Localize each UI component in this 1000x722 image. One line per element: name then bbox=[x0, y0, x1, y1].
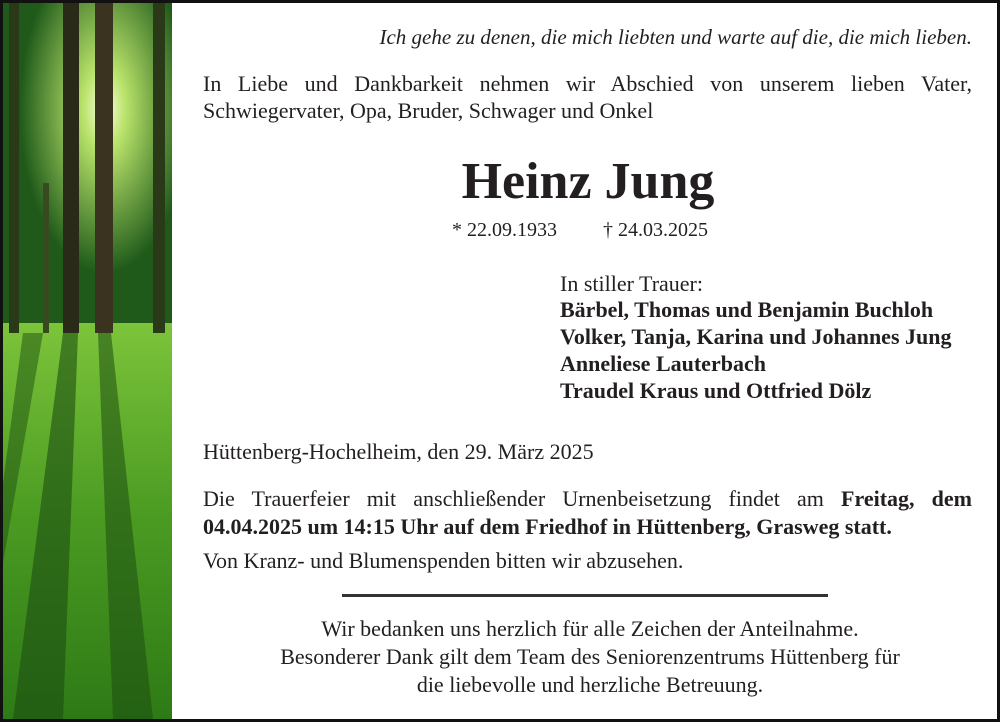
thanks-line: Besonderer Dank gilt dem Team des Seniorenzentrums Hüttenberg für bbox=[280, 644, 900, 669]
service-line-1 bbox=[203, 486, 972, 512]
motto: Ich gehe zu denen, die mich liebten und warte auf die, die mich lieben. bbox=[379, 25, 972, 49]
deceased-name: Heinz Jung bbox=[461, 153, 715, 210]
mourner-line: Anneliese Lauterbach bbox=[560, 351, 766, 376]
service-day: Freitag, dem bbox=[841, 486, 972, 511]
thanks-line: die liebevolle und herzliche Betreuung. bbox=[416, 672, 764, 697]
mourner-line: Bärbel, Thomas und Benjamin Buchloh bbox=[560, 297, 934, 322]
service-line-2: 04.04.2025 um 14:15 Uhr auf dem Friedhof in Hüttenberg, Grasweg statt. bbox=[203, 514, 892, 539]
intro-line-1: In Liebe und Dankbarkeit nehmen wir Abschied von unserem lieben Vater, bbox=[203, 71, 972, 96]
death-date: † 24.03.2025 bbox=[603, 219, 708, 241]
thanks-line: Wir bedanken uns herzlich für alle Zeichen der Anteilnahme. bbox=[321, 616, 859, 641]
intro-line-2: Schwiegervater, Opa, Bruder, Schwager und Onkel bbox=[203, 98, 654, 123]
mourner-line: Volker, Tanja, Karina und Johannes Jung bbox=[560, 324, 952, 349]
mourners-heading: In stiller Trauer: bbox=[560, 271, 703, 296]
place-date: Hüttenberg-Hochelheim, den 29. März 2025 bbox=[203, 439, 594, 464]
birth-date: * 22.09.1933 bbox=[452, 219, 557, 241]
forest-sunlight-image bbox=[3, 3, 172, 719]
mourner-line: Traudel Kraus und Ottfried Dölz bbox=[560, 378, 872, 403]
service-text: Die Trauerfeier mit anschließender Urnenbeisetzung findet am bbox=[203, 486, 824, 511]
divider bbox=[342, 594, 828, 597]
flowers-note: Von Kranz- und Blumenspenden bitten wir abzusehen. bbox=[203, 548, 684, 573]
